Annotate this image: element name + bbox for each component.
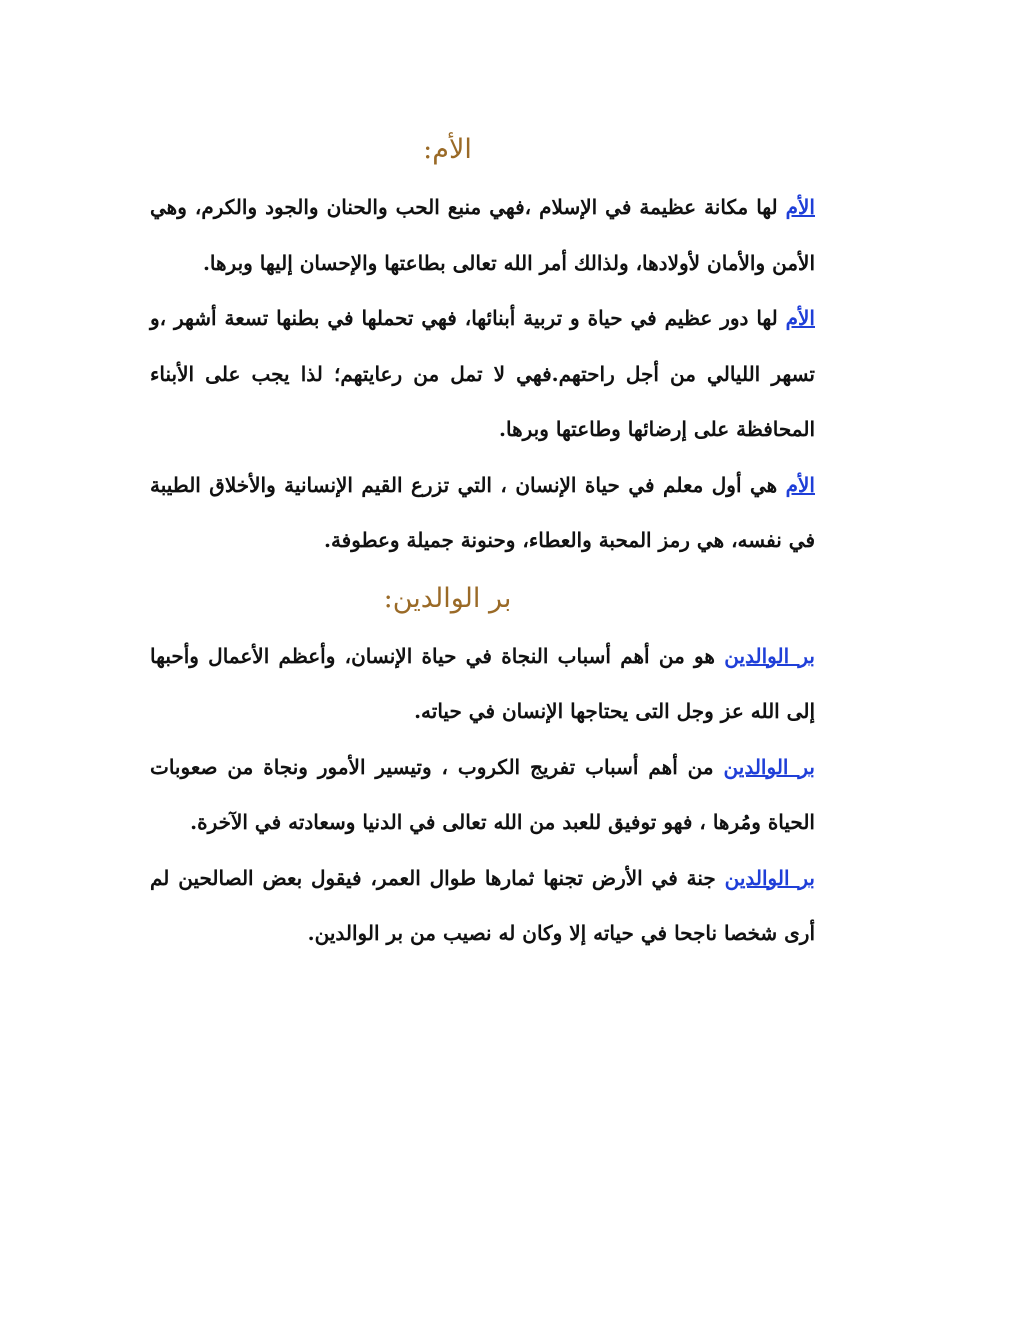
keyword-link[interactable]: بر الوالدين bbox=[724, 865, 815, 890]
paragraph-parents-1 bbox=[150, 629, 815, 740]
paragraph-text: لها مكانة عظيمة في الإسلام ،فهي منبع الحب والحنان والجود والكرم، وهي الأمن والأمان لأولادها، ولذالك أمر الله تعالى بطاعتها والإحسان إليها وبرها. bbox=[150, 195, 815, 275]
keyword-link[interactable]: الأم bbox=[785, 472, 815, 497]
paragraph-text: هي أول معلم في حياة الإنسان ، التي تزرع القيم الإنسانية والأخلاق الطيبة في نفسه، هي رمز المحبة والعطاء، وحنونة جميلة وعطوفة. bbox=[150, 472, 815, 552]
keyword-link[interactable]: الأم bbox=[785, 306, 815, 330]
paragraph-mother-1 bbox=[150, 180, 815, 291]
paragraph-text: من أهم أسباب تفريج الكروب ، وتيسير الأمور ونجاة من صعوبات الحياة ومُرها ، فهو توفيق للعبد من الله تعالى في الدنيا وسعادته في الآخرة. bbox=[150, 754, 815, 834]
document-page bbox=[150, 120, 815, 962]
keyword-link[interactable]: بر الوالدين bbox=[724, 643, 816, 668]
section-title-parents: بر الوالدين: bbox=[383, 582, 512, 614]
paragraph-text: جنة في الأرض تجنها ثمارها طوال العمر، فيقول بعض الصالحين لم أرى شخصا ناجحا في حياته إلا وكان له نصيب من بر الوالدين. bbox=[150, 865, 815, 945]
paragraph-mother-2 bbox=[150, 291, 815, 458]
paragraph-text: هو من أهم أسباب النجاة في حياة الإنسان، وأعظم الأعمال وأحبها إلى الله عز وجل التى يحتاجها الإنسان في حياته. bbox=[150, 643, 815, 723]
section-title-mother: الأم: bbox=[423, 134, 472, 165]
paragraph-parents-3 bbox=[150, 851, 815, 962]
keyword-link[interactable]: بر الوالدين bbox=[723, 754, 815, 779]
paragraph-text: لها دور عظيم في حياة و تربية أبنائها، فهي تحملها في بطنها تسعة أشهر ،و تسهر الليالي من أجل راحتهم.فهي لا تمل من رعايتهم؛ لذا يجب على الأبناء المحافظة على إرضائها وطاعتها وبرها. bbox=[150, 306, 815, 441]
keyword-link[interactable]: الأم bbox=[785, 195, 815, 219]
paragraph-mother-3 bbox=[150, 458, 815, 569]
paragraph-parents-2 bbox=[150, 740, 815, 851]
